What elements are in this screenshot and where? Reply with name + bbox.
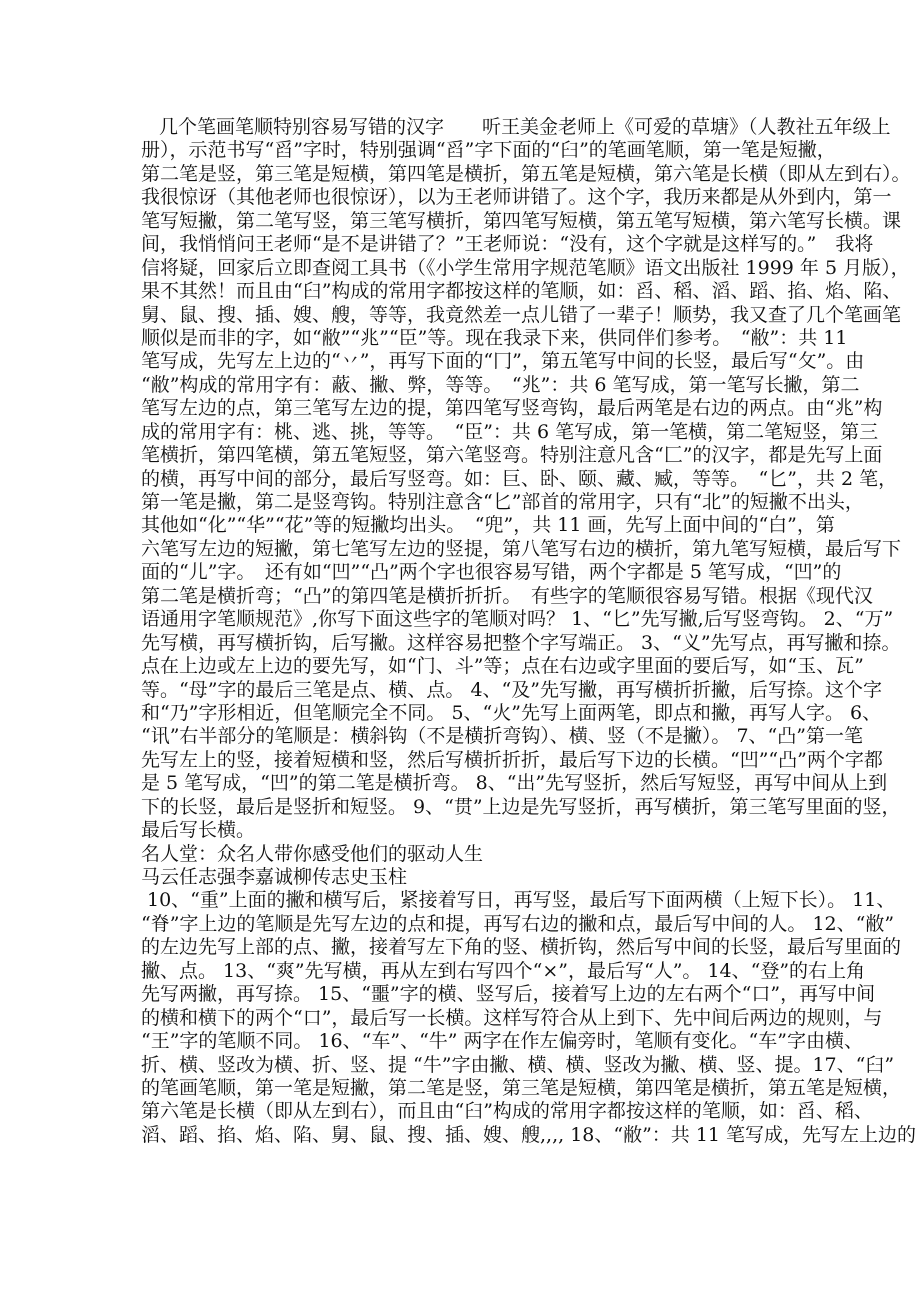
text-line: “敝”构成的常用字有：蔽、撇、弊，等等。 “兆”：共 6 笔写成，第一笔写长撇，第二 (141, 373, 860, 396)
text-line: 的笔画笔顺，第一笔是短撇，第二笔是竖，第三笔是短横，第四笔是横折，第五笔是短横， (141, 1076, 902, 1099)
text-line: 果不其然！而且由“臼”构成的常用字都按这样的笔顺，如：舀、稻、滔、蹈、掐、焰、陷、 (141, 280, 902, 303)
text-line: 下的长竖，最后是竖折和短竖。 9、“贯”上边是先写竖折，再写横折，第三笔写里面的竖， (141, 795, 901, 818)
text-line: “脊”字上边的笔顺是先写左边的点和提，再写右边的撇和点，最后写中间的人。 12、“敝” (141, 912, 895, 935)
text-line: 第六笔是长横（即从左到右），而且由“臼”构成的常用字都按这样的笔顺，如：舀、稻、 (141, 1100, 873, 1123)
text-line: 先写横，再写横折钩，后写撇。这样容易把整个字写端正。 3、“义”先写点，再写撇和捺。 (141, 631, 901, 654)
text-line: 最后写长横。 (141, 819, 256, 842)
text-line: “讯”右半部分的笔顺是：横斜钩（不是横折弯钩）、横、竖（不是撇）。 7、“凸”第一笔 (141, 725, 863, 748)
text-line: 成的常用字有：桃、逃、挑，等等。 “臣”：共 6 笔写成，第一笔横，第二笔短竖，第三 (141, 420, 879, 443)
text-line: 笔写左边的点，第三笔写左边的提，第四笔写竖弯钩，最后两笔是右边的两点。由“兆”构 (141, 397, 883, 420)
text-line: 其他如“化”“华”“花”等的短撇均出头。 “兜”，共 11 画，先写上面中间的“白”，第 (141, 514, 835, 537)
text-line: 笔写短撇，第二笔写竖，第三笔写横折，第四笔写短横，第五笔写短横，第六笔写长横。课 (141, 209, 902, 232)
text-line: 第二笔是竖，第三笔是短横，第四笔是横折，第五笔是短横，第六笔是长横（即从左到右）。 (141, 162, 911, 185)
text-line: 撇、点。 13、“爽”先写横，再从左到右写四个“×”，最后写“人”。 14、“登”的右上角 (141, 959, 866, 982)
text-line: 我很惊讶（其他老师也很惊讶），以为王老师讲错了。这个字，我历来都是从外到内，第一 (141, 186, 892, 209)
text-line: 先写两撇，再写捺。 15、“噩”字的横、竖写后，接着写上边的左右两个“口”，再写中间 (141, 983, 876, 1006)
text-line: 第二笔是横折弯；“凸”的第四笔是横折折折。 有些字的笔顺很容易写错。根据《现代汉 (141, 584, 873, 607)
text-line: 的横，再写中间的部分，最后写竖弯。如：巨、卧、颐、藏、臧，等等。 “匕”，共 2 笔， (141, 467, 898, 490)
text-line: 面的“儿”字。 还有如“凹”“凸”两个字也很容易写错，两个字都是 5 笔写成，“凹”的 (141, 561, 842, 584)
document-body (141, 116, 917, 1147)
text-line: 间，我悄悄问王老师“是不是讲错了？”王老师说：“没有，这个字就是这样写的。” 我将 (141, 233, 874, 256)
text-line: 笔横折，第四笔横，第五笔短竖，第六笔竖弯。特别注意凡含“匚”的汉字，都是先写上面 (141, 444, 883, 467)
text-line: 册），示范书写“舀”字时，特别强调“舀”字下面的“臼”的笔画笔顺，第一笔是短撇， (141, 139, 836, 162)
text-line: 折、横、竖改为横、折、竖、提 “牛”字由撇、横、横、竖改为撇、横、竖、提。17、“臼” (141, 1053, 895, 1076)
text-line: 第一笔是撇，第二是竖弯钩。特别注意含“匕”部首的常用字，只有“北”的短撇不出头， (141, 491, 864, 513)
text-line: 滔、蹈、掐、焰、陷、舅、鼠、搜、插、嫂、艘,,,, 18、“敝”：共 11 笔写成，先写左上边的 (141, 1123, 917, 1146)
text-line: 语通用字笔顺规范》,你写下面这些字的笔顺对吗？ 1、“匕”先写撇,后写竖弯钩。 2、“万” (141, 608, 894, 631)
text-line: 几个笔画笔顺特别容易写错的汉字 听王美金老师上《可爱的草塘》（人教社五年级上 (159, 116, 891, 138)
text-line: 先写左上的竖，接着短横和竖，然后写横折折折，最后写下边的长横。“凹”“凸”两个字都 (141, 748, 883, 771)
text-line: 顺似是而非的字，如“敝”“兆”“臣”等。现在我录下来，供同伴们参考。 “敝”：共 11 (141, 326, 848, 349)
text-line: 六笔写左边的短撇，第七笔写左边的竖提，第八笔写右边的横折，第九笔写短横，最后写下 (141, 537, 902, 560)
text-line: “王”字的笔顺不同。 16、“车”、“牛” 两字在作左偏旁时，笔顺有变化。“车”字由横、 (141, 1030, 863, 1053)
text-line: 信将疑，回家后立即查阅工具书（《小学生常用字规范笔顺》语文出版社 1999 年 5 月版）， (141, 256, 910, 279)
text-line: 等。“母”字的最后三笔是点、横、点。 4、“及”先写撇，再写横折折撇，后写捺。这个字 (141, 678, 882, 701)
text-line: 10、“重”上面的撇和横写后，紧接着写日，再写竖，最后写下面两横（上短下长）。 11、 (147, 889, 896, 912)
text-line: 的左边先写上部的点、撇，接着写左下角的竖、横折钩，然后写中间的长竖，最后写里面的 (141, 936, 902, 959)
text-line: 点在上边或左上边的要先写，如“门、斗”等；点在右边或字里面的要后写，如“玉、瓦” (141, 655, 864, 678)
hall-of-fame-heading: 名人堂：众名人带你感受他们的驱动人生 (141, 842, 484, 865)
text-line: 的横和横下的两个“口”，最后写一长横。这样写符合从上到下、先中间后两边的规则，与 (141, 1006, 883, 1029)
text-line: 和“乃”字形相近，但笔顺完全不同。 5、“火”先写上面两笔，即点和撇，再写人字。 6、 (141, 701, 882, 724)
text-line: 笔写成，先写左上边的“丷”，再写下面的“冂”，第五笔写中间的长竖，最后写“攵”。由 (141, 350, 865, 373)
text-line: 舅、鼠、搜、插、嫂、艘，等等，我竟然差一点儿错了一辈子！顺势，我又查了几个笔画笔 (141, 303, 902, 326)
hall-of-fame-names: 马云任志强李嘉诚柳传志史玉柱 (141, 866, 408, 888)
text-line: 是 5 笔写成，“凹”的第二笔是横折弯。 8、“出”先写竖折，然后写短竖，再写中间从上到 (141, 772, 888, 795)
